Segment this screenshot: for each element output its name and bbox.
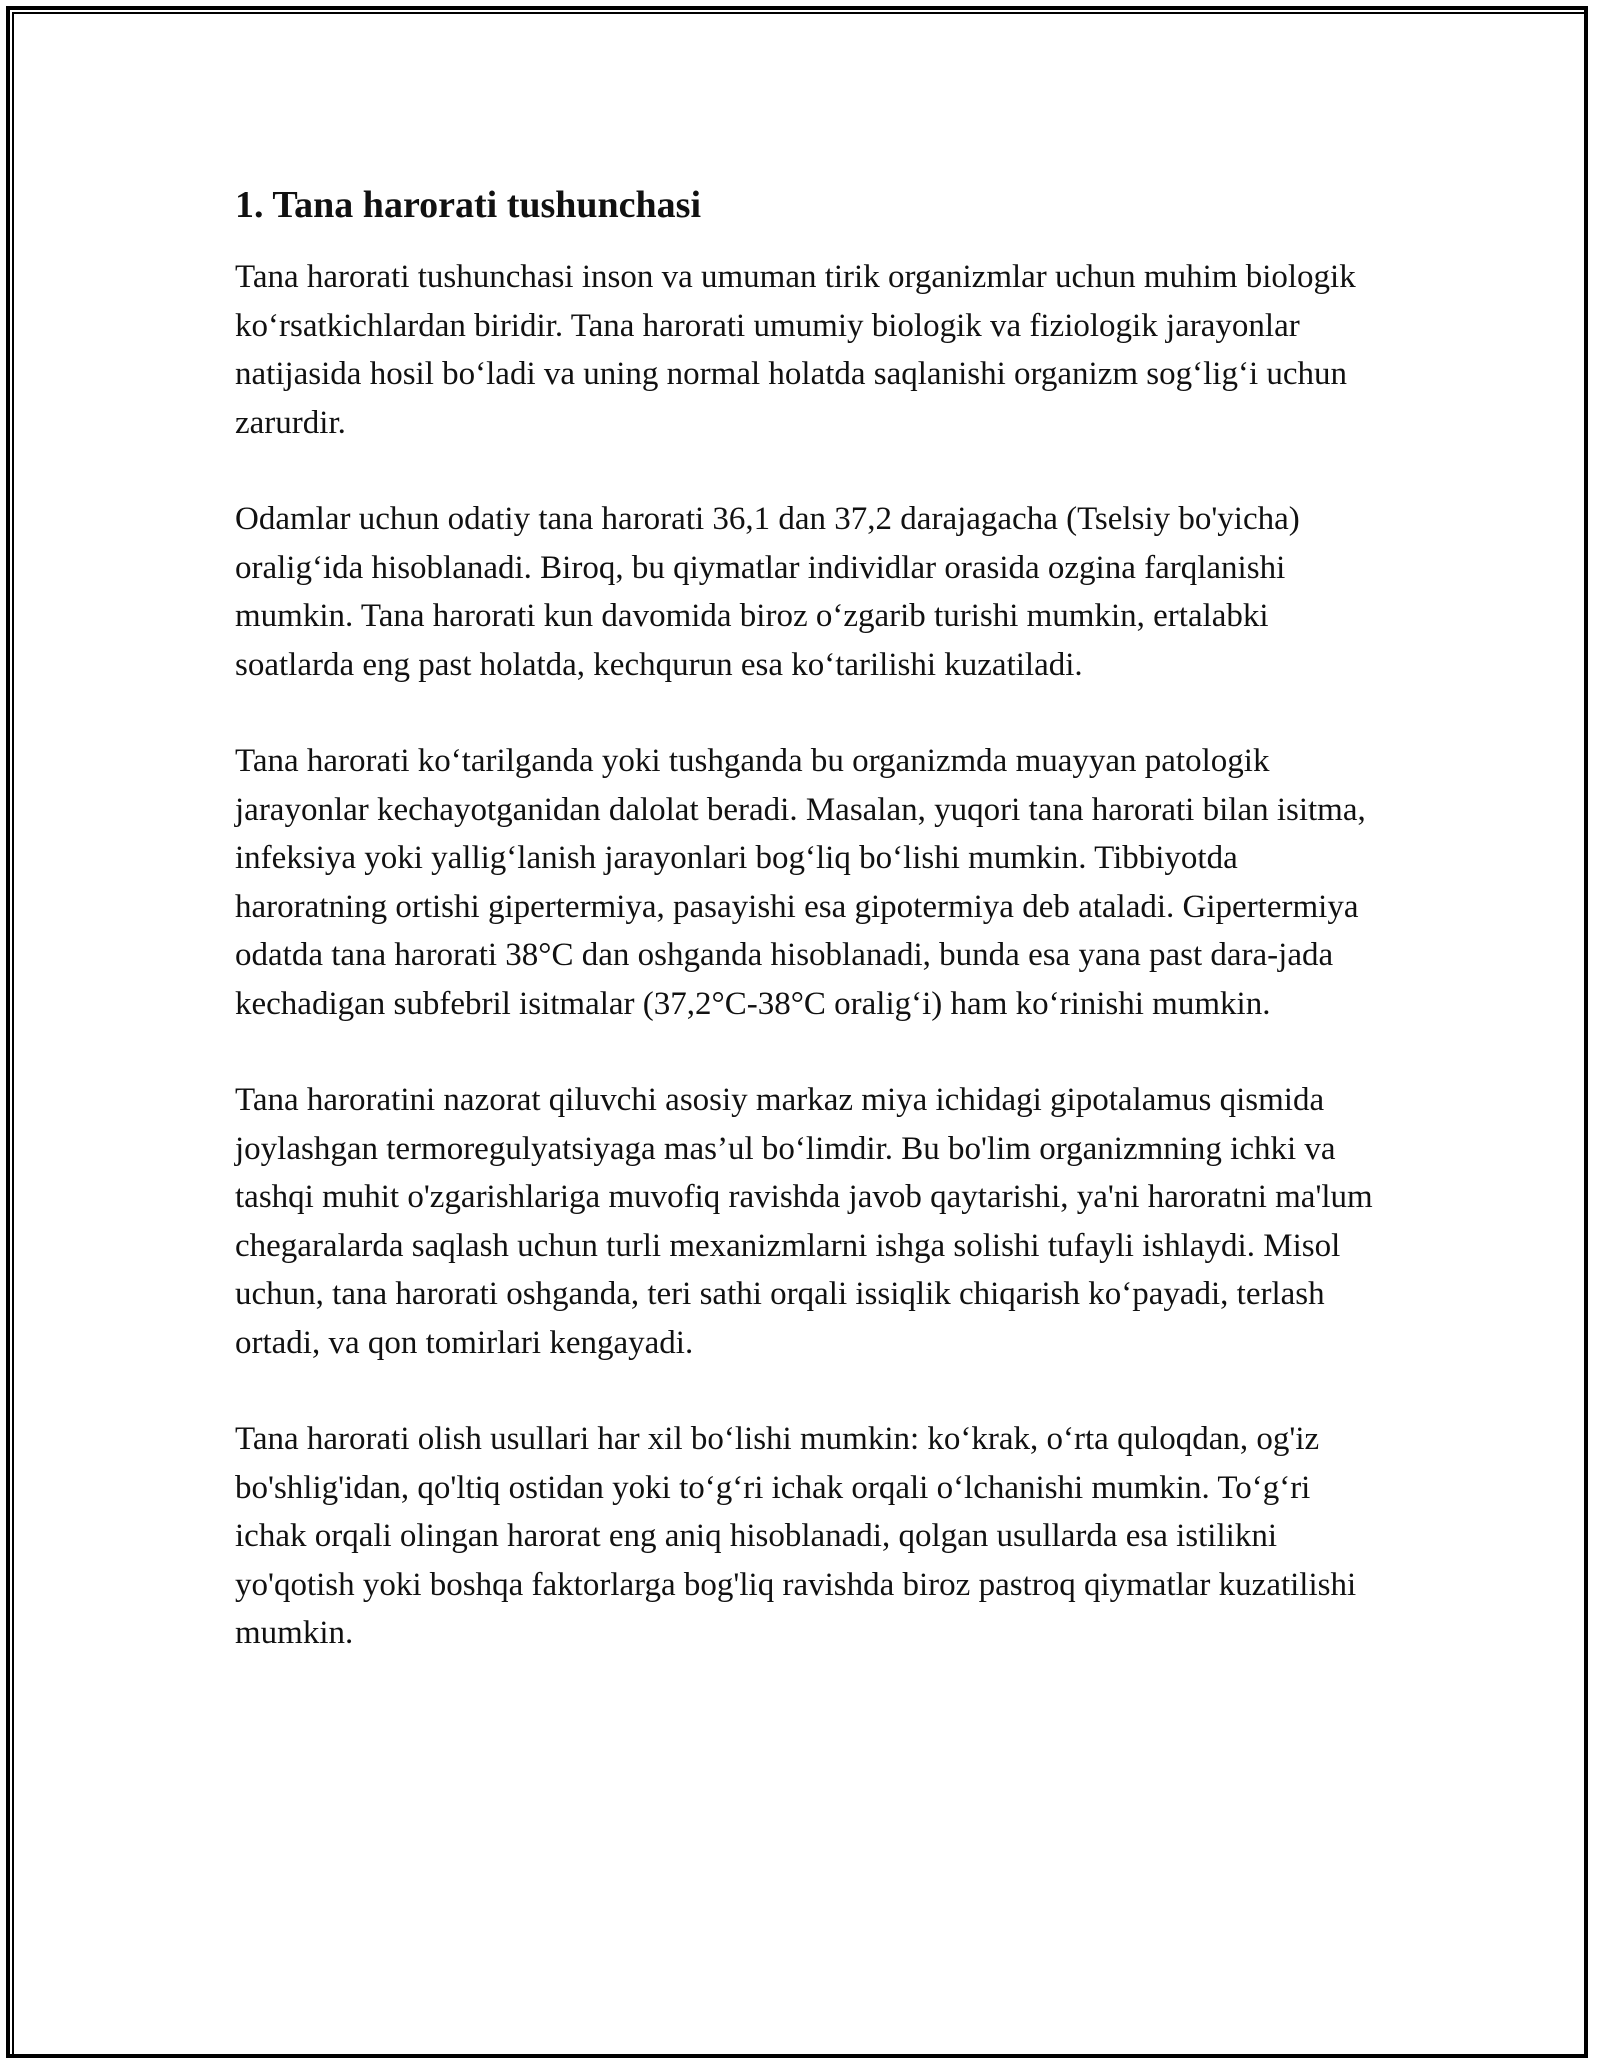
paragraph-1: Tana harorati tushunchasi inson va umuman tirik organizmlar uchun muhim biologik ko‘rsatkichlardan biridir. Tana harorati umumiy biologik va fiziologik jarayonlar natijasida hosil bo‘ladi va uning normal holatda saqlanishi organizm sog‘lig‘i uchun zarurdir. <box>235 259 1356 441</box>
paragraph-3: Tana harorati ko‘tarilganda yoki tushganda bu organizmda muayyan patologik jarayonlar kechayotganidan dalolat beradi. Masalan, yuqori tana harorati bilan isitma, infeksiya yoki yallig‘lanish jarayonlari bog‘liq bo‘lishi mumkin. Tibbiyotda haroratning ortishi gipertermiya, pasayishi esa gipotermiya deb ataladi. Gipertermiya odatda tana harorati 38°C dan oshganda hisoblanadi, bunda esa yana past dara-jada kechadigan subfebril isitmalar (37,2°C-38°C oralig‘i) ham ko‘rinishi mumkin. <box>235 743 1366 1022</box>
section-title: 1. Tana harorati tushunchasi <box>235 184 702 226</box>
document-body <box>235 180 1375 1706</box>
paragraph-4: Tana haroratini nazorat qiluvchi asosiy markaz miya ichidagi gipotalamus qismida joylashgan termoregulyatsiyaga mas’ul bo‘limdir. Bu bo'lim organizmning ichki va tashqi muhit o'zgarishlariga muvofiq ravishda javob qaytarishi, ya'ni haroratni ma'lum chegaralarda saqlash uchun turli mexanizmlarni ishga solishi tufayli ishlaydi. Misol uchun, tana harorati oshganda, teri sathi orqali issiqlik chiqarish ko‘payadi, terlash ortadi, va qon tomirlari kengayadi. <box>235 1082 1373 1361</box>
paragraph-2: Odamlar uchun odatiy tana harorati 36,1 dan 37,2 darajagacha (Tselsiy bo'yicha) oralig‘ida hisoblanadi. Biroq, bu qiymatlar individlar orasida ozgina farqlanishi mumkin. Tana harorati kun davomida biroz o‘zgarib turishi mumkin, ertalabki soatlarda eng past holatda, kechqurun esa ko‘tarilishi kuzatiladi. <box>235 501 1300 683</box>
paragraph-5: Tana harorati olish usullari har xil bo‘lishi mumkin: ko‘krak, o‘rta quloqdan, og'iz bo'shlig'idan, qo'ltiq ostidan yoki to‘g‘ri ichak orqali o‘lchanishi mumkin. To‘g‘ri ichak orqali olingan harorat eng aniq hisoblanadi, qolgan usullarda esa istilikni yo'qotish yoki boshqa faktorlarga bog'liq ravishda biroz pastroq qiymatlar kuzatilishi mumkin. <box>235 1421 1357 1652</box>
